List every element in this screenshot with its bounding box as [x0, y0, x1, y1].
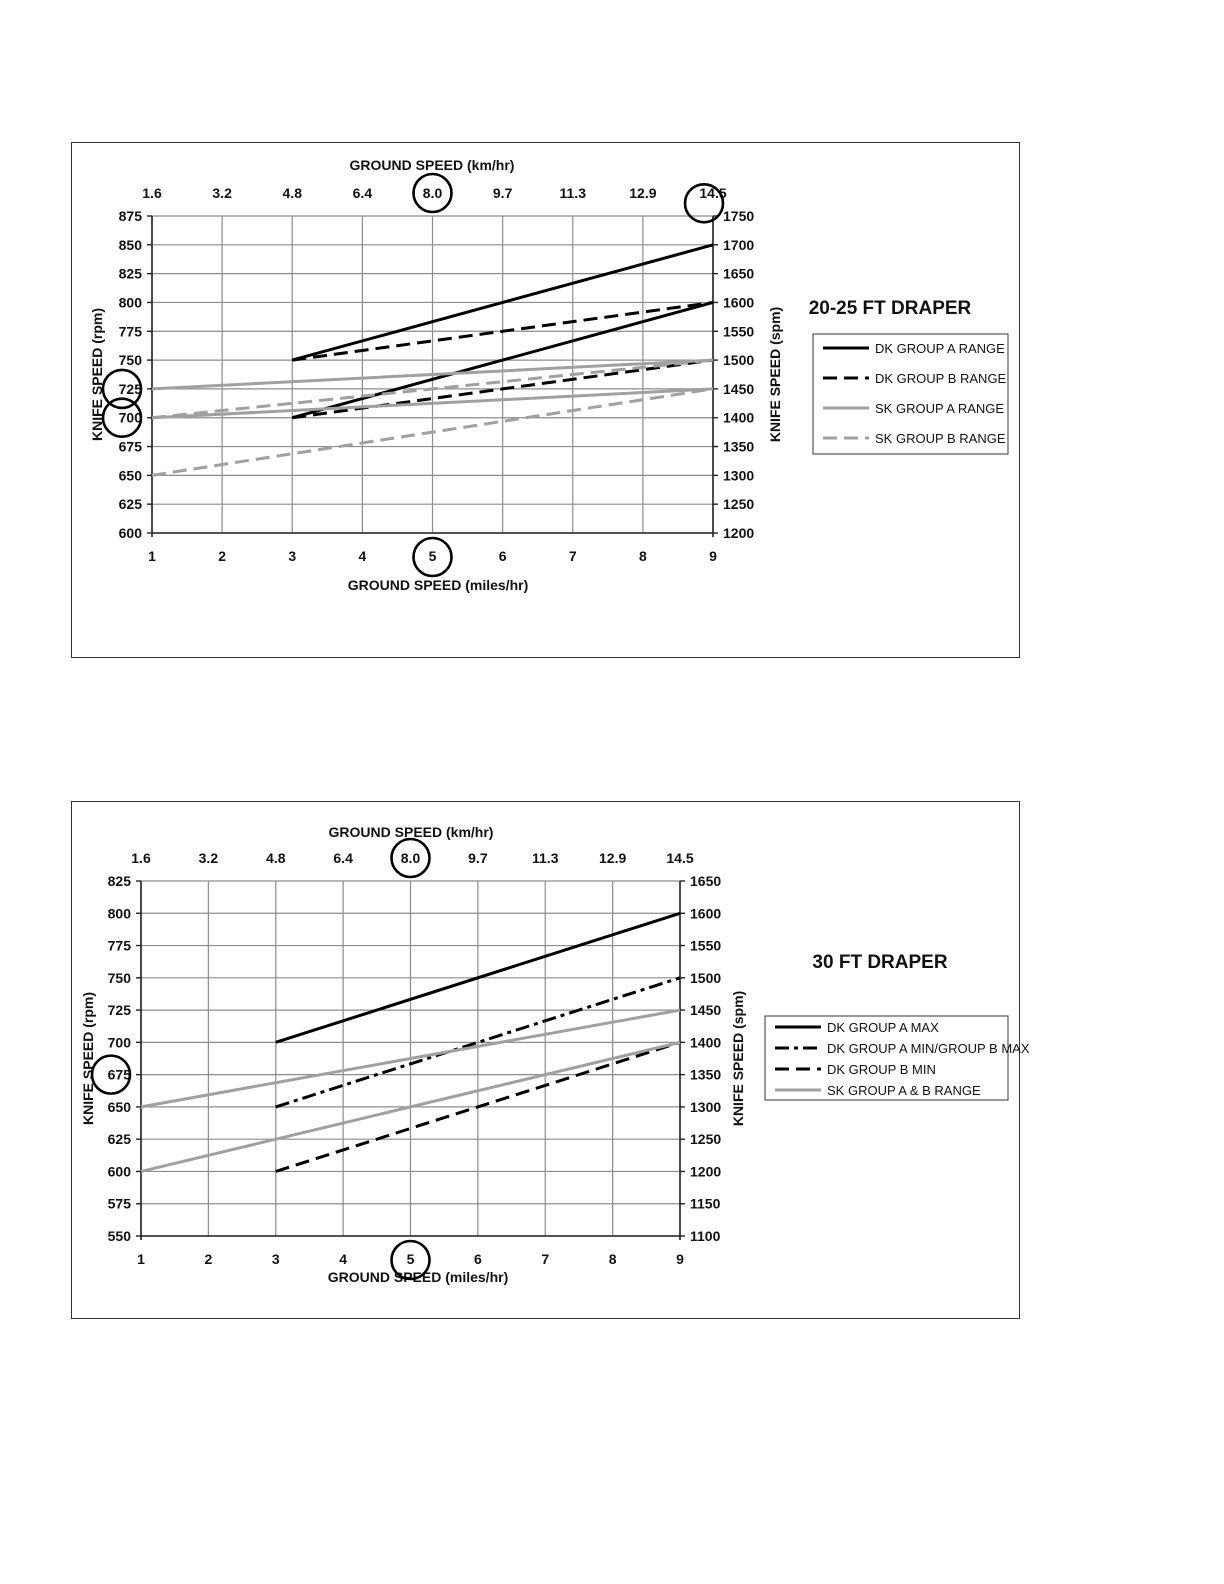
y2-axis-title: KNIFE SPEED (spm): [730, 990, 746, 1127]
y2-tick-label: 1200: [723, 525, 755, 541]
x-tick-label: 5: [428, 548, 437, 564]
legend-label: SK GROUP A & B RANGE: [827, 1083, 981, 1098]
y-tick-label: 800: [107, 905, 131, 922]
x-axis-title: GROUND SPEED (miles/hr): [347, 577, 529, 593]
legend-label: DK GROUP A RANGE: [875, 341, 1005, 356]
y2-tick-label: 1300: [690, 1098, 722, 1115]
y2-tick-label: 1700: [723, 236, 755, 253]
x-tick-label: 9: [676, 1251, 684, 1267]
chart-30ft-draper: [72, 802, 1030, 1318]
y2-tick-label: 1750: [723, 208, 755, 224]
y-axis-title: KNIFE SPEED (rpm): [80, 991, 96, 1126]
y2-tick-label: 1400: [723, 409, 755, 426]
x2-tick-label: 14.5: [699, 185, 727, 201]
x2-tick-label: 8.0: [422, 185, 443, 201]
x2-tick-label: 3.2: [212, 185, 232, 201]
y-tick-label: 825: [107, 873, 131, 889]
y-tick-label: 550: [107, 1228, 131, 1244]
y2-tick-label: 1150: [690, 1195, 721, 1212]
y-tick-label: 625: [118, 496, 142, 513]
y-tick-label: 750: [107, 969, 131, 986]
y2-tick-label: 1100: [690, 1228, 721, 1244]
y-tick-label: 775: [118, 323, 142, 340]
x2-tick-label: 12.9: [629, 185, 657, 201]
y-tick-label: 825: [118, 265, 142, 282]
legend-label: DK GROUP B RANGE: [875, 371, 1007, 386]
y-tick-label: 800: [118, 294, 142, 311]
y2-tick-label: 1500: [690, 969, 722, 986]
x-axis-title: GROUND SPEED (miles/hr): [327, 1269, 509, 1285]
legend-label: DK GROUP B MIN: [827, 1062, 936, 1077]
y-tick-label: 725: [107, 1002, 131, 1019]
x-tick-label: 2: [218, 548, 227, 564]
y2-tick-label: 1550: [723, 323, 755, 340]
x-tick-label: 6: [473, 1251, 482, 1267]
y-tick-label: 650: [107, 1098, 131, 1115]
y-tick-label: 625: [107, 1131, 131, 1148]
y2-tick-label: 1600: [690, 905, 722, 922]
x2-tick-label: 9.7: [468, 850, 488, 866]
x-tick-label: 9: [709, 548, 717, 564]
y-tick-label: 700: [107, 1034, 131, 1051]
y2-tick-label: 1200: [690, 1163, 722, 1180]
y2-tick-label: 1350: [723, 438, 755, 455]
y2-tick-label: 1400: [690, 1034, 722, 1051]
x2-tick-label: 11.3: [559, 185, 586, 201]
y2-tick-label: 1350: [690, 1066, 722, 1083]
chart-panel-30ft: [71, 801, 1030, 1319]
y-tick-label: 600: [118, 525, 142, 541]
x-tick-label: 5: [406, 1251, 415, 1267]
chart-20-25ft-draper: [72, 143, 1019, 657]
x2-tick-label: 4.8: [266, 850, 286, 866]
x2-tick-label: 1.6: [142, 185, 162, 201]
y-tick-label: 725: [118, 380, 142, 397]
legend-label: DK GROUP A MAX: [827, 1020, 939, 1035]
x2-tick-label: 9.7: [492, 185, 513, 201]
y-tick-label: 775: [107, 937, 131, 954]
x2-tick-label: 1.6: [131, 850, 151, 866]
x2-tick-label: 12.9: [599, 850, 627, 866]
y2-tick-label: 1300: [723, 467, 755, 484]
y-tick-label: 750: [118, 352, 142, 369]
y2-tick-label: 1600: [723, 294, 755, 311]
x-tick-label: 6: [498, 548, 507, 564]
chart-panel-20-25ft: [71, 142, 1020, 658]
y-tick-label: 575: [107, 1195, 131, 1212]
y2-tick-label: 1550: [690, 937, 722, 954]
x2-tick-label: 4.8: [282, 185, 302, 201]
x2-tick-label: 8.0: [400, 850, 421, 866]
y-tick-label: 650: [118, 467, 142, 484]
x-tick-label: 7: [568, 548, 577, 564]
y2-tick-label: 1450: [723, 380, 755, 397]
chart-title: 20-25 FT DRAPER: [808, 298, 972, 319]
x2-axis-title: GROUND SPEED (km/hr): [328, 824, 494, 840]
x-tick-label: 7: [541, 1251, 550, 1267]
legend-label: SK GROUP B RANGE: [875, 431, 1006, 446]
y-tick-label: 875: [118, 208, 142, 224]
x2-tick-label: 3.2: [198, 850, 219, 866]
y2-tick-label: 1250: [723, 496, 755, 513]
x-tick-label: 1: [137, 1251, 145, 1267]
x-tick-label: 8: [608, 1251, 617, 1267]
y-tick-label: 675: [107, 1066, 131, 1083]
chart-title: 30 FT DRAPER: [812, 952, 948, 973]
y-tick-label: 675: [118, 438, 142, 455]
y-tick-label: 600: [107, 1163, 131, 1180]
y2-tick-label: 1500: [723, 352, 755, 369]
x-tick-label: 8: [638, 548, 647, 564]
x-tick-label: 1: [148, 548, 156, 564]
x-tick-label: 3: [288, 548, 297, 564]
x2-tick-label: 11.3: [532, 850, 559, 866]
x2-axis-title: GROUND SPEED (km/hr): [349, 157, 515, 173]
x-tick-label: 3: [271, 1251, 280, 1267]
legend-label: SK GROUP A RANGE: [875, 401, 1005, 416]
y2-tick-label: 1650: [723, 265, 755, 282]
x-tick-label: 2: [204, 1251, 213, 1267]
y-tick-label: 700: [118, 409, 142, 426]
y2-tick-label: 1650: [690, 873, 722, 889]
y2-axis-title: KNIFE SPEED (spm): [767, 306, 783, 443]
x2-tick-label: 6.4: [333, 850, 353, 866]
x2-tick-label: 6.4: [352, 185, 373, 201]
x2-tick-label: 14.5: [666, 850, 694, 866]
y-tick-label: 850: [118, 236, 142, 253]
y-axis-title: KNIFE SPEED (rpm): [89, 307, 105, 442]
legend-label: DK GROUP A MIN/GROUP B MAX: [827, 1041, 1030, 1056]
x-tick-label: 4: [358, 548, 367, 564]
y2-tick-label: 1450: [690, 1002, 722, 1019]
x-tick-label: 4: [339, 1251, 348, 1267]
y2-tick-label: 1250: [690, 1131, 722, 1148]
